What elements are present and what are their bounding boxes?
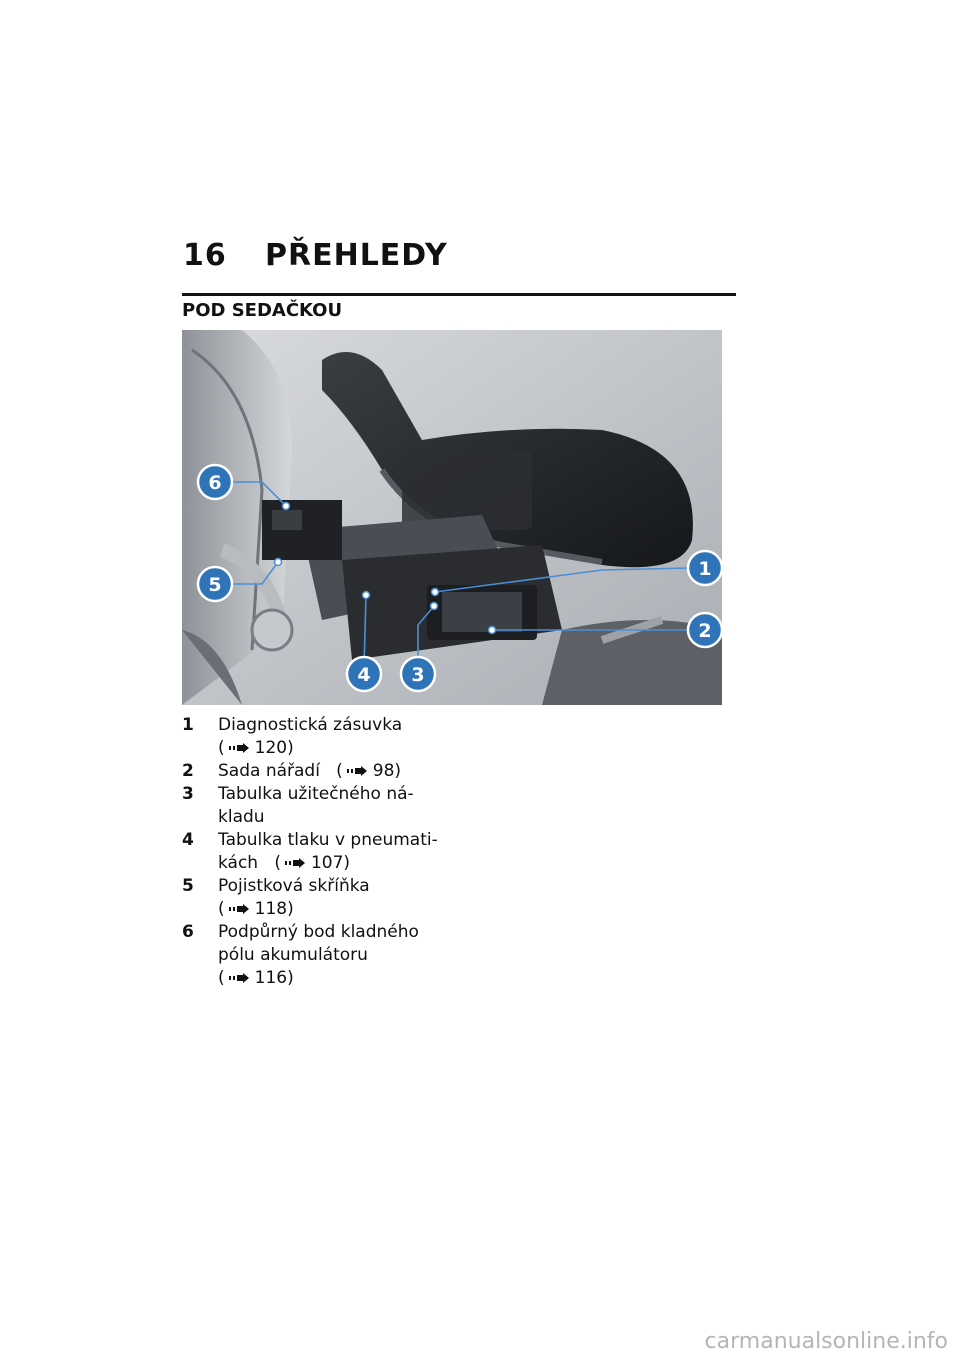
page-reference: ( 107) xyxy=(274,853,351,873)
arrow-right-icon xyxy=(347,766,367,776)
legend-item xyxy=(182,714,482,760)
legend-list xyxy=(182,714,482,990)
legend-number: 3 xyxy=(182,784,194,804)
svg-text:4: 4 xyxy=(357,664,371,686)
legend-number: 6 xyxy=(182,922,194,942)
legend-number: 5 xyxy=(182,876,194,896)
legend-text: Diagnostická zásuvka xyxy=(218,715,403,735)
page-reference: ( 120) xyxy=(218,738,294,758)
svg-text:2: 2 xyxy=(698,620,712,642)
svg-text:6: 6 xyxy=(208,472,222,494)
watermark: carmanualsonline.info xyxy=(704,1329,948,1354)
callout-3 xyxy=(401,657,435,691)
page-reference: ( 118) xyxy=(218,899,294,919)
legend-text: Podpůrný bod kladného xyxy=(218,922,419,942)
legend-text: Sada nářadí xyxy=(218,761,320,781)
svg-text:1: 1 xyxy=(698,558,712,580)
legend-item xyxy=(182,829,482,875)
page-reference: ( 98) xyxy=(336,761,402,781)
section-title: POD SEDAČKOU xyxy=(182,300,343,321)
legend-item xyxy=(182,875,482,921)
legend-item xyxy=(182,921,482,990)
arrow-right-icon xyxy=(229,904,249,914)
motorcycle-under-seat-photo xyxy=(182,330,722,705)
callout-6 xyxy=(198,465,232,499)
legend-number: 2 xyxy=(182,761,194,781)
callout-1 xyxy=(688,551,722,585)
legend-text: Pojistková skříňka xyxy=(218,876,370,896)
arrow-right-icon xyxy=(229,743,249,753)
legend-text: kách xyxy=(218,853,259,873)
legend-text: Tabulka užitečného ná- xyxy=(218,784,414,804)
page-reference: ( 116) xyxy=(218,968,294,988)
legend-number: 4 xyxy=(182,830,194,850)
chapter-title: PŘEHLEDY xyxy=(265,238,448,273)
page-number: 16 xyxy=(183,238,227,273)
arrow-right-icon xyxy=(229,973,249,983)
svg-text:3: 3 xyxy=(411,664,425,686)
callout-4 xyxy=(347,657,381,691)
callout-5 xyxy=(198,567,232,601)
legend-text: Tabulka tlaku v pneumati- xyxy=(218,830,438,850)
svg-text:5: 5 xyxy=(208,574,222,596)
legend-item xyxy=(182,760,482,783)
legend-text: kladu xyxy=(218,807,265,827)
header-rule xyxy=(182,293,736,296)
legend-text: pólu akumulátoru xyxy=(218,945,368,965)
legend-number: 1 xyxy=(182,715,194,735)
legend-item xyxy=(182,783,482,829)
callout-2 xyxy=(688,613,722,647)
arrow-right-icon xyxy=(285,858,305,868)
